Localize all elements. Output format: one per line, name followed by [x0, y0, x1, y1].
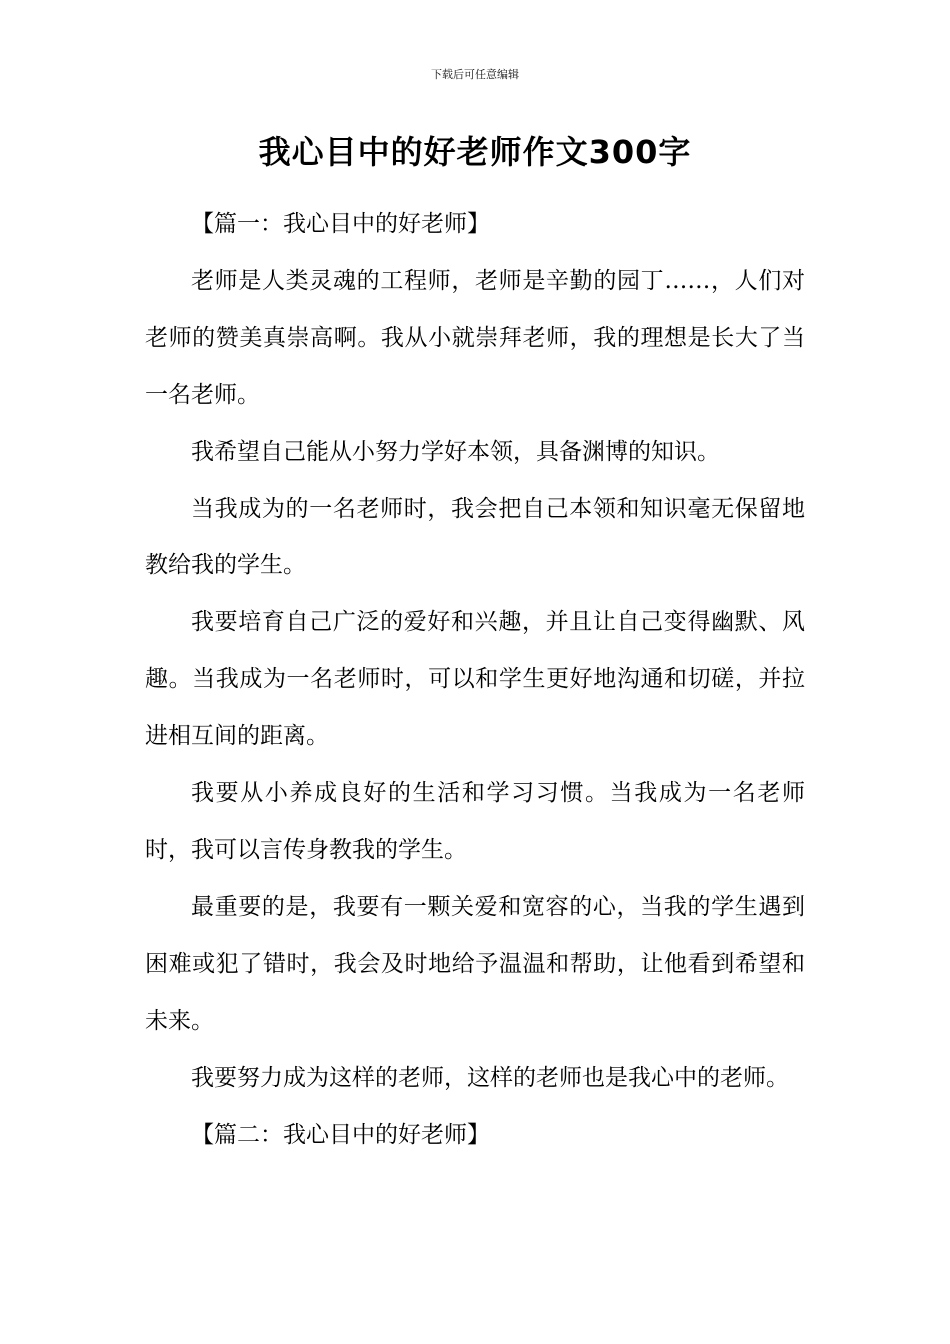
paragraph-7: 我要努力成为这样的老师，这样的老师也是我心中的老师。	[191, 1064, 789, 1091]
paragraph-4: 我要培育自己广泛的爱好和兴趣，并且让自己变得幽默、风趣。当我成为一名老师时，可以和学生更好地沟通和切磋，并拉进相互间的距离。	[145, 609, 805, 750]
document-body	[145, 196, 805, 1163]
section-heading-1: 【篇一：我心目中的好老师】	[191, 211, 490, 237]
paragraph-5: 我要从小养成良好的生活和学习习惯。当我成为一名老师时，我可以言传身教我的学生。	[145, 780, 805, 863]
section-heading-2: 【篇二：我心目中的好老师】	[191, 1121, 490, 1148]
header-watermark: 下载后可任意编辑	[431, 68, 519, 81]
paragraph-2: 我希望自己能从小努力学好本领，具备渊博的知识。	[191, 438, 720, 465]
paragraph-1: 老师是人类灵魂的工程师，老师是辛勤的园丁……，人们对老师的赞美真崇高啊。我从小就崇拜老师，我的理想是长大了当一名老师。	[145, 267, 805, 408]
paragraph-3: 当我成为的一名老师时，我会把自己本领和知识毫无保留地教给我的学生。	[145, 495, 805, 579]
paragraph-6: 最重要的是，我要有一颗关爱和宽容的心，当我的学生遇到困难或犯了错时，我会及时地给予温温和帮助，让他看到希望和未来。	[145, 893, 805, 1034]
document-title: 我心目中的好老师作文300字	[258, 133, 692, 171]
